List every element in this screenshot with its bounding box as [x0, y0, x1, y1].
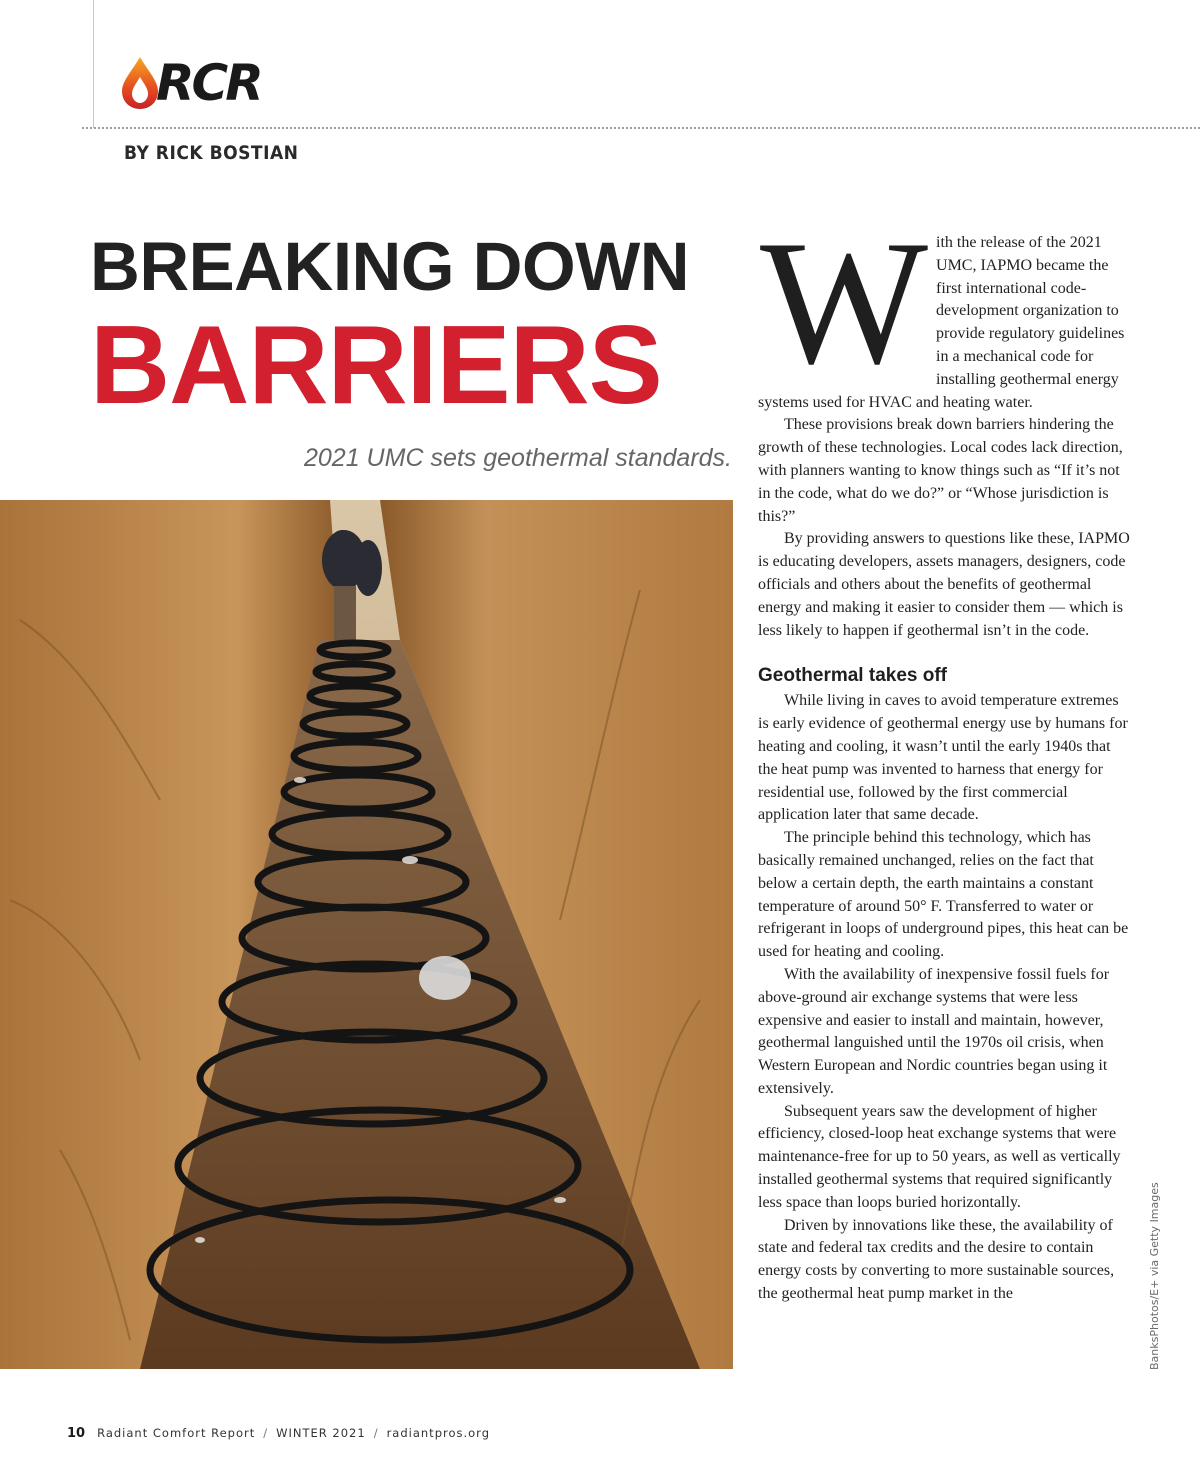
page-number: 10	[67, 1426, 86, 1441]
article-paragraph-3: By providing answers to questions like these, IAPMO is educating developers, assets managers, designers, code officials and others about the benefits of geothermal energy and making it easier to consider them — which is less likely to happen if geothermal isn’t in the code.	[758, 530, 1130, 639]
footer-separator: /	[263, 1426, 269, 1440]
header-dotted-divider	[82, 127, 1200, 129]
trench-geothermal-photo	[0, 500, 733, 1369]
article-subhead: Geothermal takes off	[758, 665, 947, 687]
article-paragraph-7: Subsequent years saw the development of higher efficiency, closed-loop heat exchange systems that were maintenance-free for up to 50 years, as well as vertically installed geothermal systems that required significantly less space than loops buried horizontally.	[758, 1102, 1121, 1211]
headline-line-1: BREAKING DOWN	[90, 228, 690, 305]
headline-line-2: BARRIERS	[90, 303, 662, 427]
deck-subtitle: 2021 UMC sets geothermal standards.	[304, 444, 732, 472]
article-paragraph-8: Driven by innovations like these, the availability of state and federal tax credits and the desire to contain energy costs by converting to more sustainable sources, the geothermal heat pump market in the	[758, 1216, 1115, 1303]
trench-illustration	[0, 500, 733, 1369]
article-paragraph-5: The principle behind this technology, which has basically remained unchanged, relies on the fact that below a certain depth, the earth maintains a constant temperature of around 50° F. Transferred to water or refrigerant in loops of underground pipes, this heat can be used for heating and cooling.	[758, 829, 1129, 961]
dropcap-letter: W	[760, 203, 929, 401]
footer-publication: Radiant Comfort Report	[97, 1426, 256, 1440]
rcr-logo	[118, 55, 278, 111]
logo-wordmark: RCR	[156, 54, 261, 112]
photo-credit: BanksPhotos/E+ via Getty Images	[1148, 1182, 1161, 1370]
footer-issue: WINTER 2021	[276, 1426, 366, 1440]
article-paragraph-6: With the availability of inexpensive fossil fuels for above-ground air exchange systems that were less expensive and easier to install and maintain, however, geothermal languished until the 1970s oil crisis, when Western European and Nordic countries began using it extensively.	[758, 965, 1110, 1097]
byline: BY RICK BOSTIAN	[124, 142, 299, 164]
header-rule-vertical	[93, 0, 94, 128]
article-paragraph-4: While living in caves to avoid temperature extremes is early evidence of geothermal energy use by humans for heating and cooling, it wasn’t until the early 1940s that the heat pump was invented to harness that energy for residential use, followed by the first commercial application later that same decade.	[758, 692, 1128, 824]
page-footer	[67, 1426, 490, 1441]
article-body	[758, 203, 1130, 1306]
article-paragraph-1: ith the release of the 2021 UMC, IAPMO became the first international code-development organization to provide regulatory guidelines in a mechanical code for installing geothermal energy systems used for HVAC and heating water.	[758, 234, 1125, 411]
article-paragraph-2: These provisions break down barriers hindering the growth of these technologies. Local codes lack direction, with planners wanting to know things such as “If it’s not in the code, what do we do?” or “Whose jurisdiction is this?”	[758, 416, 1123, 525]
footer-website: radiantpros.org	[386, 1426, 491, 1440]
footer-separator: /	[373, 1426, 379, 1440]
